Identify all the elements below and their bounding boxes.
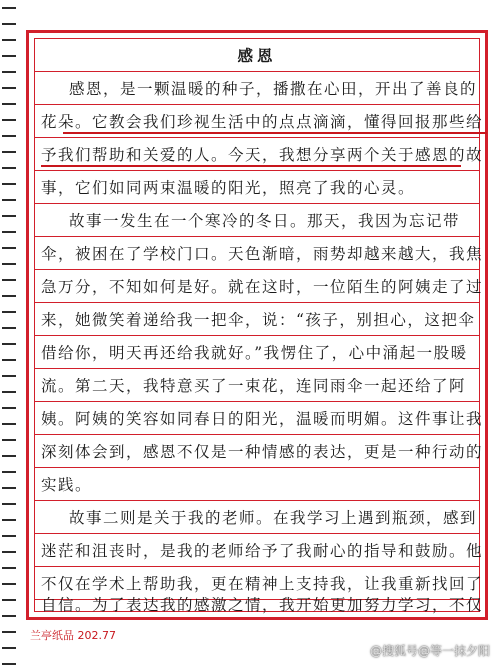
text-line: 不仅在学术上帮助我，更在精神上支持我，让我重新找回了 bbox=[35, 567, 479, 600]
text-line: 花朵。它教会我们珍视生活中的点点滴滴，懂得回报那些给 bbox=[35, 105, 479, 138]
text-line: 予我们帮助和关爱的人。今天，我想分享两个关于感恩的故 bbox=[35, 138, 479, 171]
text-line: 借给你，明天再还给我就好。”我愣住了，心中涌起一股暖 bbox=[35, 336, 479, 369]
text-line: 感恩，是一颗温暖的种子，播撒在心田，开出了善良的 bbox=[35, 72, 479, 105]
red-underline-mark bbox=[63, 132, 487, 134]
text-line: 自信。为了表达我的感激之情，我开始更加努力学习，不仅 bbox=[41, 595, 484, 614]
red-underline-mark bbox=[41, 165, 461, 167]
essay-title: 感恩 bbox=[35, 39, 479, 72]
text-line: 故事二则是关于我的老师。在我学习上遇到瓶颈，感到 bbox=[35, 501, 479, 534]
text-line: 来，她微笑着递给我一把伞，说：“孩子，别担心，这把伞 bbox=[35, 303, 479, 336]
paper-brand-label: 兰亭纸品 202.77 bbox=[30, 629, 116, 642]
text-line: 迷茫和沮丧时，是我的老师给予了我耐心的指导和鼓励。他 bbox=[35, 534, 479, 567]
text-line: 伞，被困在了学校门口。天色渐暗，雨势却越来越大，我焦 bbox=[35, 237, 479, 270]
text-line: 实践。 bbox=[35, 468, 479, 501]
watermark: @搜狐号@等一抹夕阳 bbox=[369, 644, 490, 658]
paper-inner-frame bbox=[34, 38, 484, 614]
text-line: 姨。阿姨的笑容如同春日的阳光，温暖而明媚。这件事让我 bbox=[35, 402, 479, 435]
text-line: 流。第二天，我特意买了一束花，连同雨伞一起还给了阿 bbox=[35, 369, 479, 402]
text-line: 深刻体会到，感恩不仅是一种情感的表达，更是一种行动的 bbox=[35, 435, 479, 468]
spiral-binding bbox=[2, 0, 16, 668]
lined-paper bbox=[26, 30, 488, 620]
text-line: 事，它们如同两束温暖的阳光，照亮了我的心灵。 bbox=[35, 171, 479, 204]
text-line: 故事一发生在一个寒冷的冬日。那天，我因为忘记带 bbox=[35, 204, 479, 237]
text-line: 急万分，不知如何是好。就在这时，一位陌生的阿姨走了过 bbox=[35, 270, 479, 303]
